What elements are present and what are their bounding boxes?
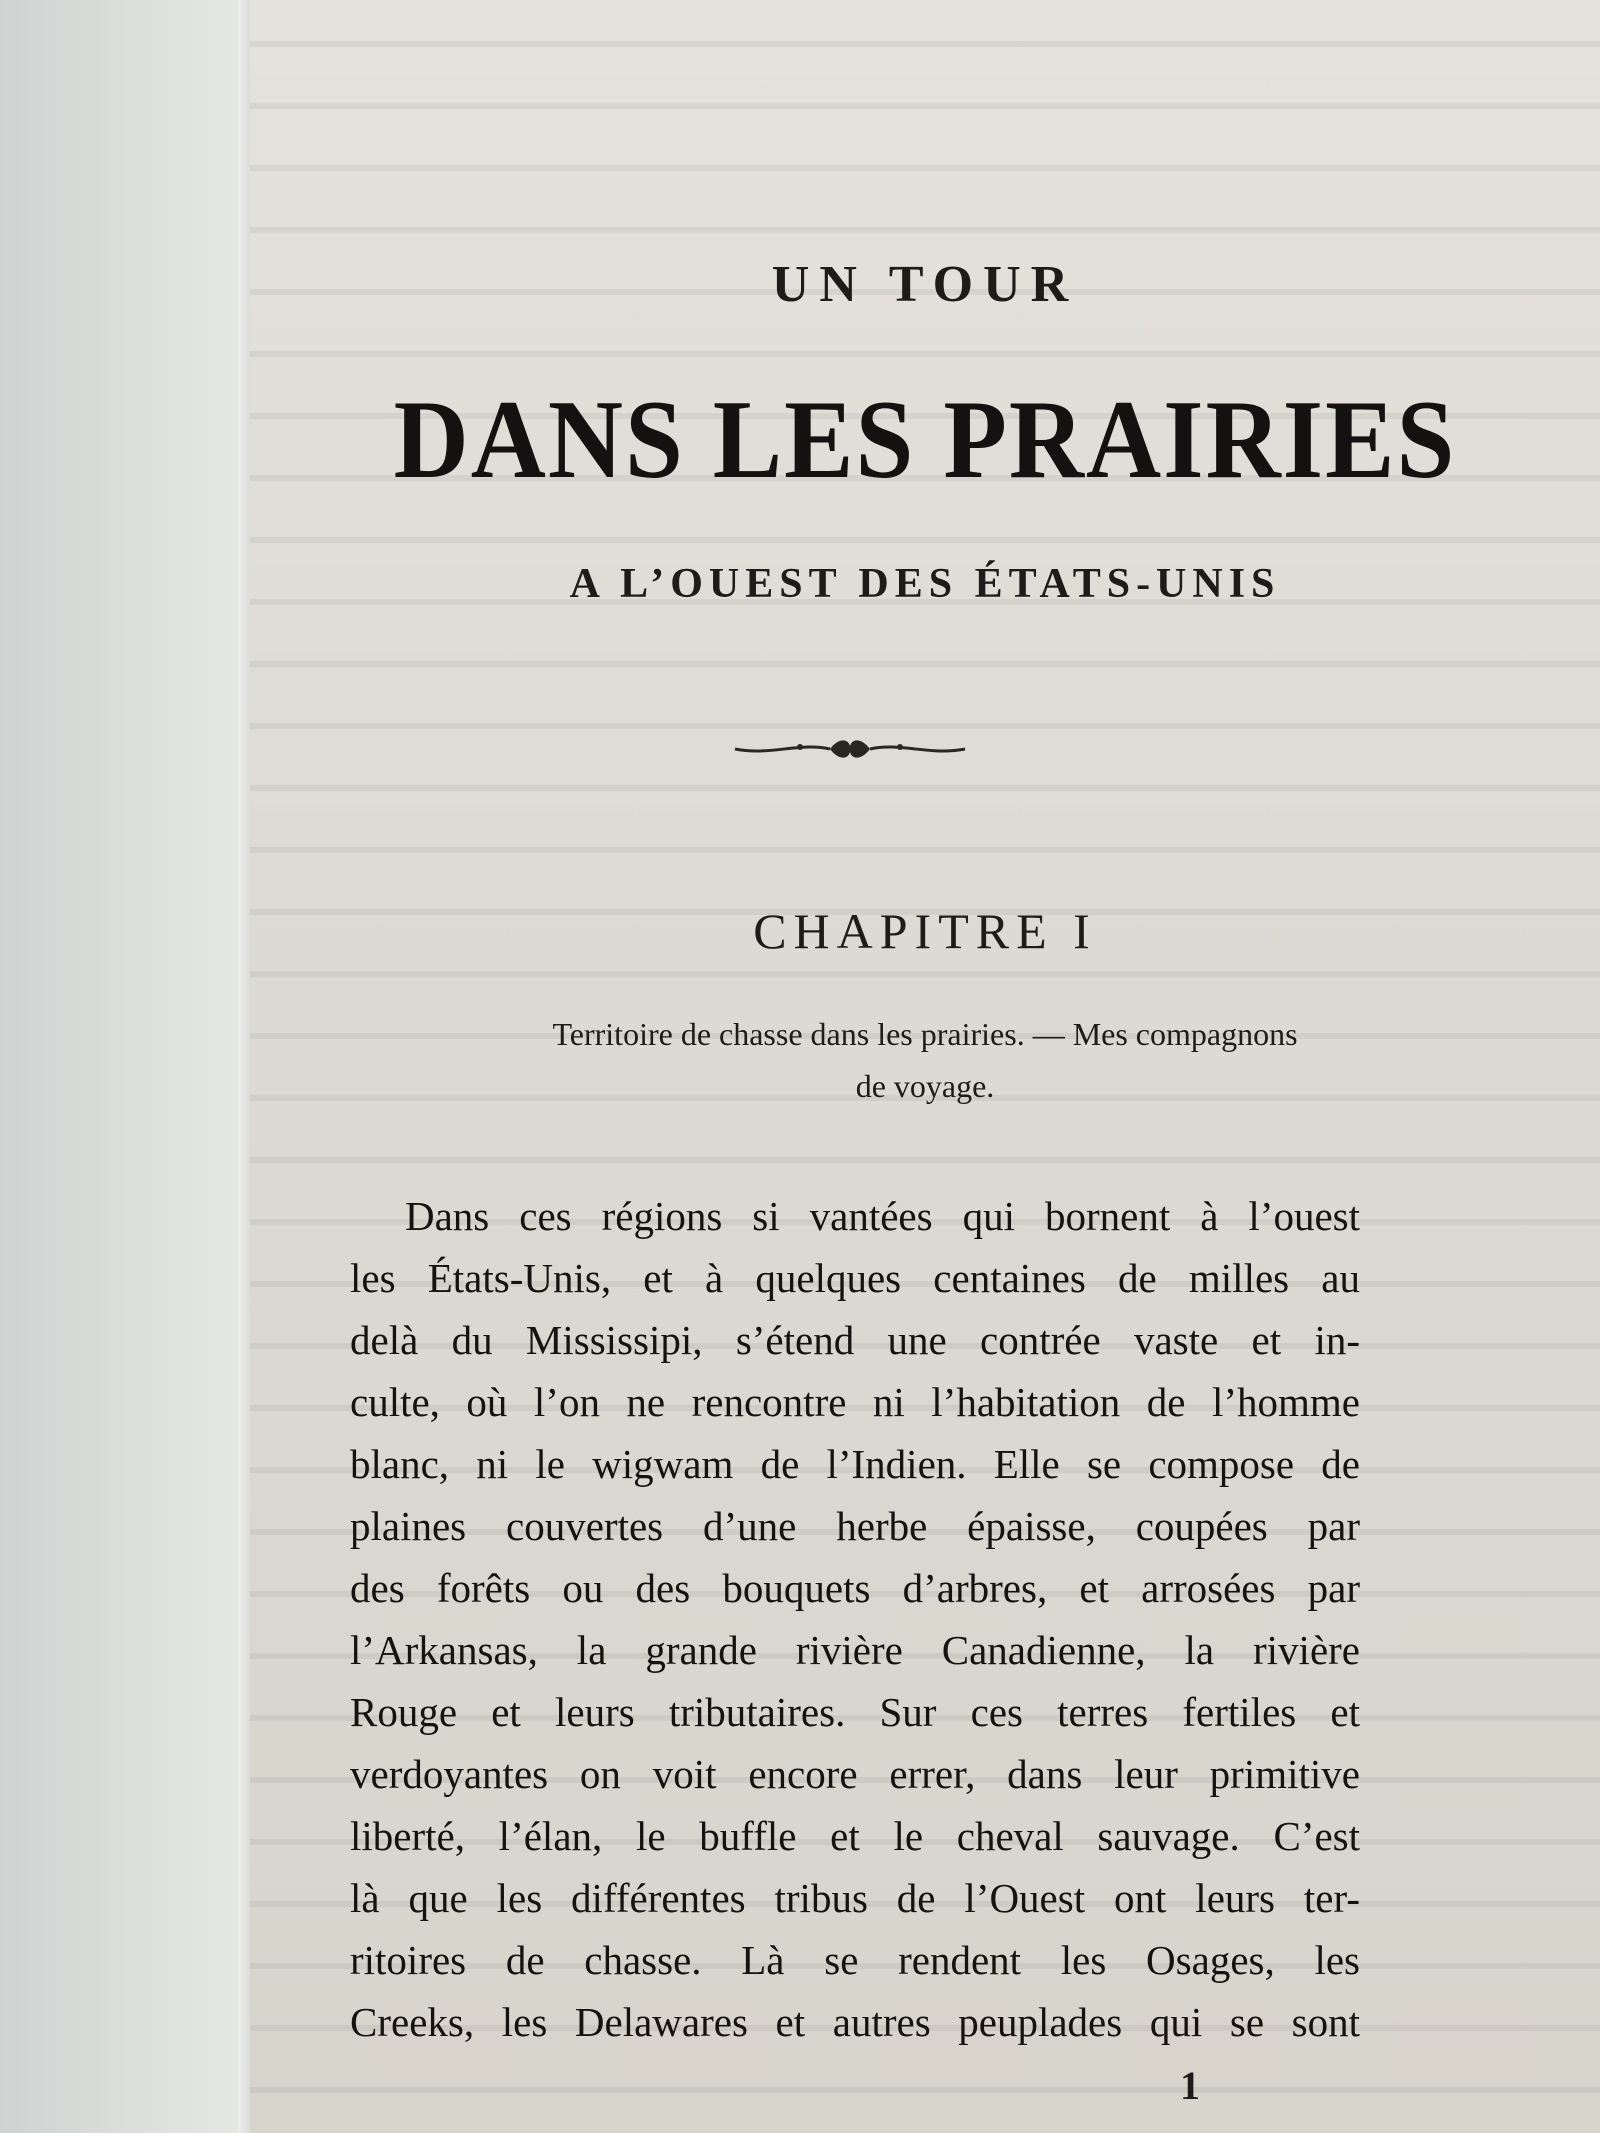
text-line: verdoyantes on voit encore errer, dans leur primitive — [350, 1751, 1360, 1797]
text-line: des forêts ou des bouquets d’arbres, et arrosées par — [350, 1565, 1360, 1611]
text-line: Dans ces régions si vantées qui bornent à l’ouest — [405, 1193, 1360, 1239]
chapter-heading: CHAPITRE I — [753, 903, 1097, 959]
chapter-summary-line: de voyage. — [855, 1068, 995, 1104]
facing-page — [0, 0, 250, 2133]
title-line-1: UN TOUR — [771, 256, 1079, 313]
text-line: Rouge et leurs tributaires. Sur ces terres fertiles et — [350, 1689, 1360, 1735]
body-paragraph — [350, 1185, 1360, 2053]
main-title: DANS LES PRAIRIES — [393, 377, 1457, 502]
book-page — [250, 0, 1600, 2133]
subtitle: A L’OUEST DES ÉTATS-UNIS — [569, 561, 1281, 607]
text-line: ritoires de chasse. Là se rendent les Osages, les — [350, 1937, 1360, 1983]
chapter-summary — [350, 1008, 1500, 1112]
ornament-icon — [730, 734, 970, 764]
text-line: là que les différentes tribus de l’Ouest ont leurs ter- — [350, 1875, 1360, 1921]
text-line: plaines couvertes d’une herbe épaisse, coupées par — [350, 1503, 1360, 1549]
text-line: delà du Mississipi, s’étend une contrée vaste et in- — [350, 1317, 1360, 1363]
text-line: l’Arkansas, la grande rivière Canadienne, la rivière — [350, 1627, 1360, 1673]
text-line: liberté, l’élan, le buffle et le cheval sauvage. C’est — [350, 1813, 1360, 1859]
text-line: les États-Unis, et à quelques centaines de milles au — [350, 1255, 1360, 1301]
page-number: 1 — [1180, 2063, 1200, 2108]
text-line: Creeks, les Delawares et autres peuplades qui se sont — [350, 1999, 1360, 2045]
text-line: blanc, ni le wigwam de l’Indien. Elle se compose de — [350, 1441, 1360, 1487]
chapter-summary-line: Territoire de chasse dans les prairies. — Mes compagnons — [552, 1016, 1298, 1052]
text-line: culte, où l’on ne rencontre ni l’habitation de l’homme — [350, 1379, 1360, 1425]
